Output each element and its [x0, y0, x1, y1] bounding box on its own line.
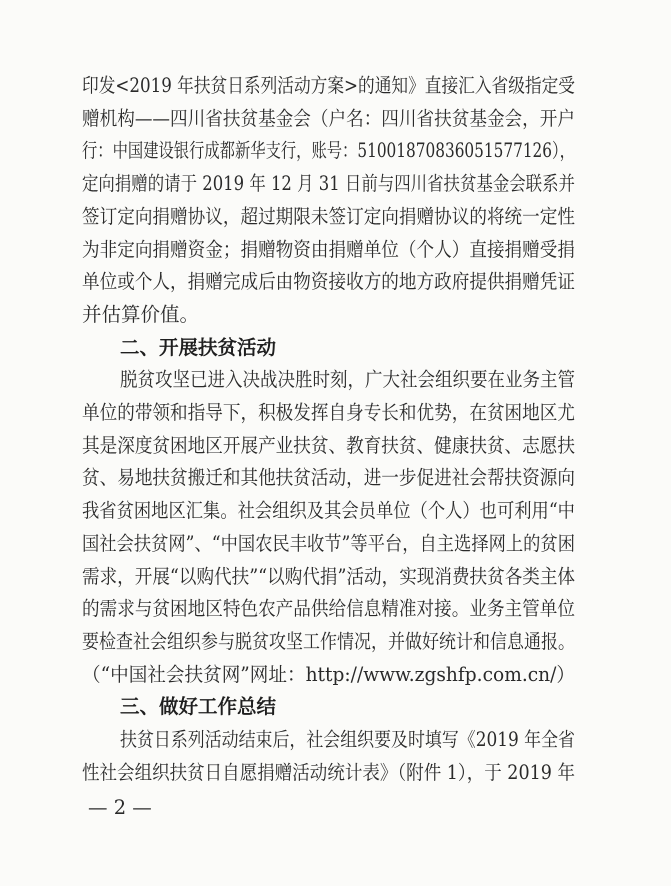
paragraph-line-text: 行：中国建设银行成都新华支行，账号：51001870836051577126）， — [82, 139, 575, 163]
paragraph-line-text: 为非定向捐赠资金；捐赠物资由捐赠单位（个人）直接捐赠受捐 — [82, 237, 575, 261]
page-number-text: — 2 — — [88, 796, 152, 819]
paragraph-line-text: 性社会组织扶贫日自愿捐赠活动统计表》（附件 1），于 2019 年 — [82, 760, 576, 784]
paragraph-line-text: 定向捐赠的请于 2019 年 12 月 31 日前与四川省扶贫基金会联系并 — [82, 172, 575, 196]
section-heading-text: 三、做好工作总结 — [120, 695, 277, 719]
paragraph-line-text: 并估算价值。 — [82, 302, 200, 326]
paragraph-line-text: 要检查社会组织参与脱贫攻坚工作情况，并做好统计和信息通报。 — [82, 629, 576, 653]
paragraph-line-text: 签订定向捐赠协议，超过期限未签订定向捐赠协议的将统一定性 — [82, 204, 575, 228]
paragraph-line-text: 单位或个人，捐赠完成后由物资接收方的地方政府提供捐赠凭证 — [82, 270, 575, 294]
paragraph-line-text: 脱贫攻坚已进入决战决胜时刻，广大社会组织要在业务主管 — [120, 368, 575, 392]
paragraph-line-text: 扶贫日系列活动结束后，社会组织要及时填写《2019 年全省 — [120, 728, 575, 751]
paragraph-line-text: （“中国社会扶贫网”网址：http://www.zgshfp.com.cn/） — [82, 662, 576, 686]
paragraph-line-text: 的需求与贫困地区特色农产品供给信息精准对接。业务主管单位 — [82, 597, 575, 621]
section-heading-text: 二、开展扶贫活动 — [120, 335, 277, 359]
paragraph-line-text: 国社会扶贫网”、“中国农民丰收节”等平台，自主选择网上的贫困 — [82, 531, 575, 555]
paragraph-line-text: 贫、易地扶贫搬迁和其他扶贫活动，进一步促进社会帮扶资源向 — [82, 466, 575, 490]
paragraph-line-text: 需求，开展“以购代扶”“以购代捐”活动，实现消费扶贫各类主体 — [82, 564, 576, 588]
paragraph-line-text: 赠机构——四川省扶贫基金会（户名：四川省扶贫基金会，开户 — [82, 106, 575, 130]
paragraph-line-text: 单位的带领和指导下，积极发挥自身专长和优势，在贫困地区尤 — [82, 401, 575, 424]
paragraph-line-text: 我省贫困地区汇集。社会组织及其会员单位（个人）也可利用“中 — [82, 499, 575, 523]
paragraph-line-text: 其是深度贫困地区开展产业扶贫、教育扶贫、健康扶贫、志愿扶 — [82, 433, 575, 457]
paragraph-line-text: 印发<2019 年扶贫日系列活动方案>的通知》直接汇入省级指定受 — [82, 74, 576, 97]
